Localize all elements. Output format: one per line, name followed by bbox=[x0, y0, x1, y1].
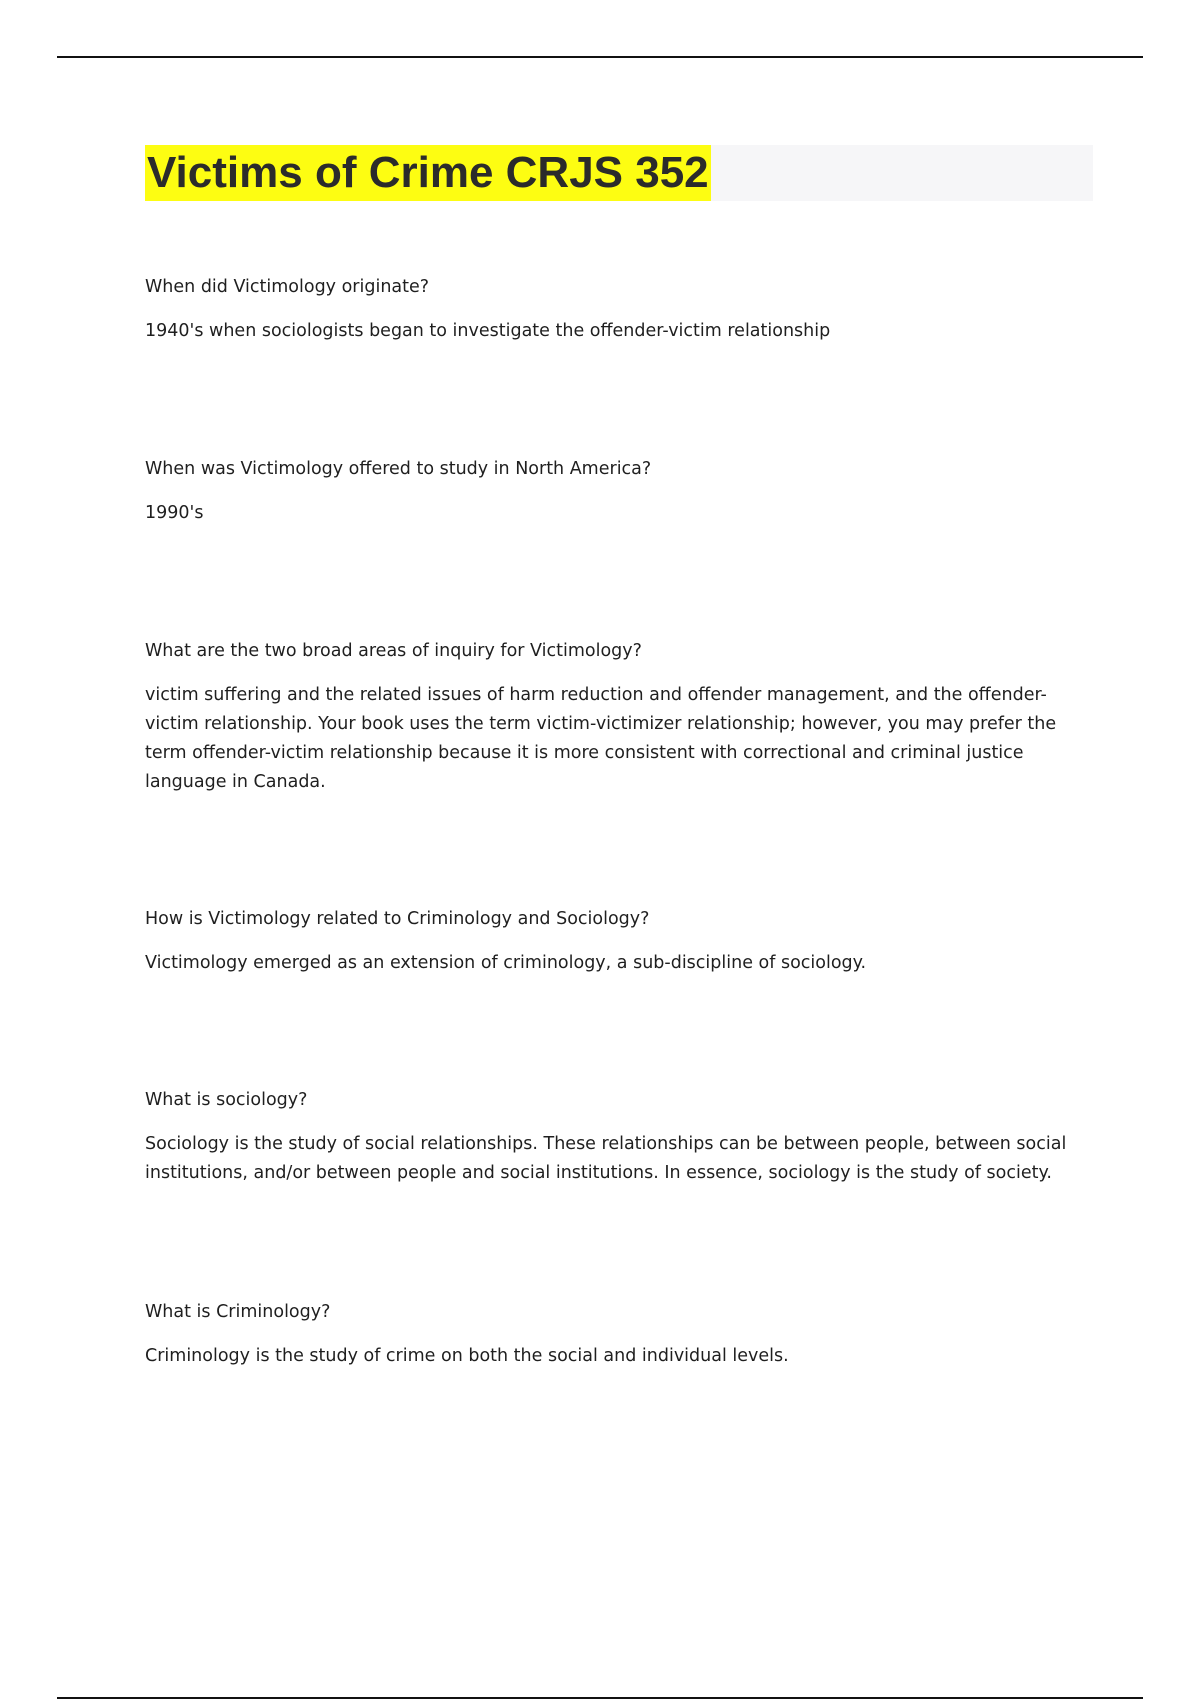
qa-block-6 bbox=[145, 1300, 1095, 1371]
question-6: What is Criminology? bbox=[145, 1302, 331, 1322]
bottom-rule bbox=[57, 1697, 1143, 1699]
question-5: What is sociology? bbox=[145, 1090, 308, 1110]
answer-3: victim suffering and the related issues of harm reduction and offender management, and the offender-victim relationship. Your book uses the term victim-victimizer relationship; however, you may prefer the term offender-victim relationship because it is more consistent with correctional and criminal justice language in Canada. bbox=[145, 685, 1057, 792]
question-3: What are the two broad areas of inquiry for Victimology? bbox=[145, 641, 642, 661]
question-4: How is Victimology related to Criminology and Sociology? bbox=[145, 909, 650, 929]
qa-block-3 bbox=[145, 639, 1095, 797]
top-rule bbox=[57, 56, 1143, 58]
qa-block-1 bbox=[145, 275, 1095, 346]
document-title: Victims of Crime CRJS 352 bbox=[145, 145, 711, 201]
answer-2: 1990's bbox=[145, 503, 204, 523]
answer-5: Sociology is the study of social relationships. These relationships can be between people, between social institutions, and/or between people and social institutions. In essence, sociology is the study of society. bbox=[145, 1134, 1067, 1183]
question-1: When did Victimology originate? bbox=[145, 277, 430, 297]
answer-4: Victimology emerged as an extension of criminology, a sub-discipline of sociology. bbox=[145, 953, 867, 973]
qa-block-2 bbox=[145, 457, 1095, 528]
answer-1: 1940's when sociologists began to investigate the offender-victim relationship bbox=[145, 321, 831, 341]
qa-block-4 bbox=[145, 907, 1095, 978]
answer-6: Criminology is the study of crime on both the social and individual levels. bbox=[145, 1346, 789, 1366]
question-2: When was Victimology offered to study in North America? bbox=[145, 459, 652, 479]
qa-block-5 bbox=[145, 1088, 1095, 1188]
